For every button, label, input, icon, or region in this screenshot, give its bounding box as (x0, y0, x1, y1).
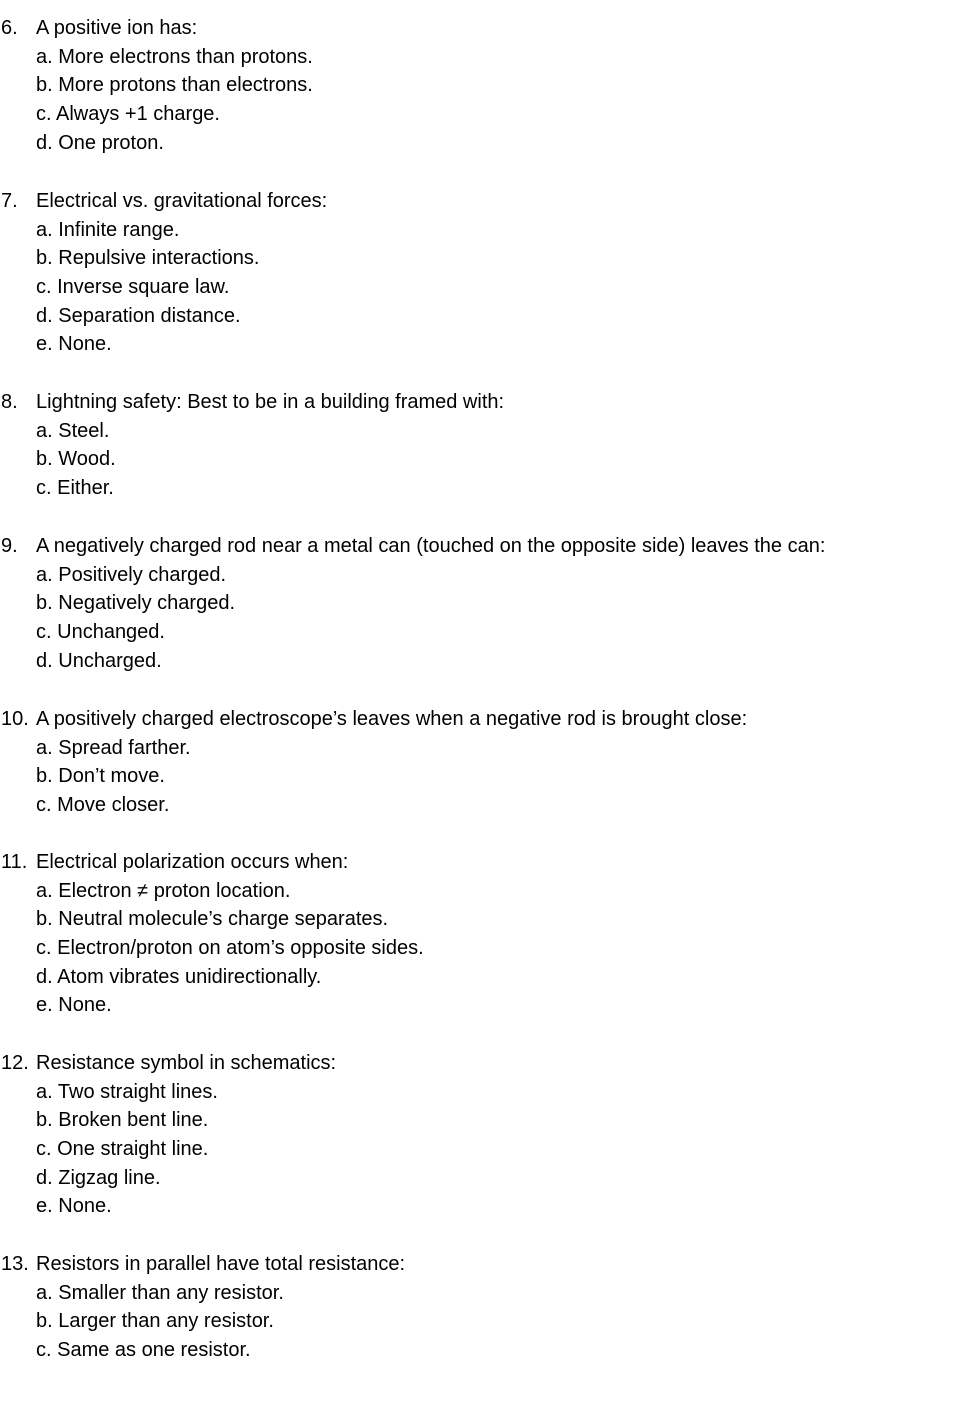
option-letter: b. (36, 74, 53, 97)
option-e (0, 330, 960, 359)
question-stem (0, 14, 960, 43)
option-letter: b. (36, 448, 53, 471)
option-text: Broken bent line. (58, 1109, 209, 1132)
option-text: Inverse square law. (57, 276, 230, 299)
option-c (0, 791, 960, 820)
option-letter: a. (36, 45, 53, 68)
option-a (0, 216, 960, 245)
option-letter: b. (36, 765, 53, 788)
option-text: More electrons than protons. (58, 45, 313, 68)
question-number: 8. (1, 391, 18, 413)
option-text: Smaller than any resistor. (58, 1281, 284, 1304)
option-text: None. (58, 994, 112, 1017)
option-letter: a. (36, 419, 53, 442)
question-12 (0, 1049, 960, 1221)
option-d (0, 963, 960, 992)
option-letter: d. (36, 649, 53, 672)
option-letter: c. (36, 1138, 52, 1161)
option-letter: d. (36, 304, 53, 327)
question-stem (0, 1049, 960, 1078)
option-a (0, 1279, 960, 1308)
question-number: 12. (1, 1052, 29, 1074)
option-text: Atom vibrates unidirectionally. (57, 965, 322, 988)
option-text: Steel. (58, 419, 110, 442)
option-text: Always +1 charge. (56, 103, 220, 126)
option-d (0, 129, 960, 158)
question-stem (0, 388, 960, 417)
option-d (0, 302, 960, 331)
option-letter: b. (36, 908, 53, 931)
question-10 (0, 705, 960, 820)
option-b (0, 762, 960, 791)
option-text: Unchanged. (57, 621, 165, 644)
option-d (0, 647, 960, 676)
question-stem (0, 848, 960, 877)
option-text: Positively charged. (58, 563, 227, 586)
option-letter: b. (36, 1310, 53, 1333)
option-a (0, 561, 960, 590)
option-letter: d. (36, 1166, 53, 1189)
option-letter: a. (36, 1281, 53, 1304)
question-9 (0, 532, 960, 675)
question-8 (0, 388, 960, 503)
question-text: Electrical polarization occurs when: (36, 851, 349, 873)
question-text: Electrical vs. gravitational forces: (36, 190, 328, 212)
option-a (0, 417, 960, 446)
question-text: A negatively charged rod near a metal can (touched on the opposite side) leaves the can: (36, 535, 826, 557)
option-text: Zigzag line. (58, 1166, 161, 1189)
option-letter: c. (36, 1339, 52, 1362)
option-letter: d. (36, 965, 53, 988)
option-b (0, 445, 960, 474)
option-text: Negatively charged. (58, 592, 236, 615)
option-letter: c. (36, 103, 52, 126)
question-number: 7. (1, 190, 18, 212)
option-c (0, 1135, 960, 1164)
option-a (0, 1078, 960, 1107)
option-letter: b. (36, 1109, 53, 1132)
option-text: One straight line. (57, 1138, 209, 1161)
option-b (0, 589, 960, 618)
option-letter: c. (36, 477, 52, 500)
option-text: More protons than electrons. (58, 74, 313, 97)
option-b (0, 71, 960, 100)
option-text: Move closer. (57, 794, 170, 817)
option-b (0, 905, 960, 934)
question-number: 11. (1, 851, 28, 873)
option-a (0, 877, 960, 906)
option-a (0, 43, 960, 72)
option-text: Same as one resistor. (57, 1339, 251, 1362)
question-number: 9. (1, 535, 18, 557)
option-letter: a. (36, 563, 53, 586)
option-c (0, 934, 960, 963)
option-letter: e. (36, 994, 53, 1017)
question-text: Resistance symbol in schematics: (36, 1052, 337, 1074)
option-text: Neutral molecule’s charge separates. (58, 908, 389, 931)
option-text: Wood. (58, 448, 116, 471)
option-text: Larger than any resistor. (58, 1310, 274, 1333)
option-text: None. (58, 1195, 112, 1218)
option-c (0, 618, 960, 647)
question-text: Resistors in parallel have total resistance: (36, 1253, 406, 1275)
option-letter: c. (36, 276, 52, 299)
option-letter: b. (36, 247, 53, 270)
question-number: 10. (1, 708, 29, 730)
option-c (0, 474, 960, 503)
question-11 (0, 848, 960, 1020)
question-7 (0, 187, 960, 359)
option-c (0, 1336, 960, 1365)
option-letter: a. (36, 218, 53, 241)
option-letter: c. (36, 937, 52, 960)
option-text: None. (58, 333, 112, 356)
option-text: Spread farther. (58, 736, 191, 759)
option-text: Uncharged. (58, 649, 162, 672)
question-stem (0, 187, 960, 216)
option-text: Electron ≠ proton location. (58, 879, 291, 902)
option-letter: a. (36, 736, 53, 759)
option-letter: b. (36, 592, 53, 615)
option-letter: c. (36, 621, 52, 644)
option-b (0, 1307, 960, 1336)
question-13 (0, 1250, 960, 1365)
option-text: Infinite range. (58, 218, 180, 241)
question-number: 6. (1, 17, 18, 39)
option-b (0, 244, 960, 273)
option-text: Separation distance. (58, 304, 241, 327)
option-letter: e. (36, 333, 53, 356)
option-text: Two straight lines. (57, 1080, 218, 1103)
option-text: Don’t move. (58, 765, 165, 788)
option-letter: c. (36, 794, 52, 817)
question-6 (0, 14, 960, 157)
option-e (0, 991, 960, 1020)
option-a (0, 734, 960, 763)
option-text: Either. (57, 477, 114, 500)
option-text: Repulsive interactions. (58, 247, 260, 270)
option-text: Electron/proton on atom’s opposite sides. (57, 937, 424, 960)
question-text: A positively charged electroscope’s leaves when a negative rod is brought close: (36, 708, 748, 730)
option-letter: a. (36, 1080, 53, 1103)
question-stem (0, 532, 960, 561)
option-letter: a. (36, 879, 53, 902)
question-stem (0, 1250, 960, 1279)
question-stem (0, 705, 960, 734)
option-letter: d. (36, 131, 53, 154)
option-c (0, 100, 960, 129)
option-e (0, 1192, 960, 1221)
option-text: One proton. (58, 131, 164, 154)
option-d (0, 1164, 960, 1193)
option-c (0, 273, 960, 302)
question-number: 13. (1, 1253, 29, 1275)
question-text: Lightning safety: Best to be in a building framed with: (36, 391, 505, 413)
option-b (0, 1106, 960, 1135)
option-letter: e. (36, 1195, 53, 1218)
question-text: A positive ion has: (36, 17, 198, 39)
